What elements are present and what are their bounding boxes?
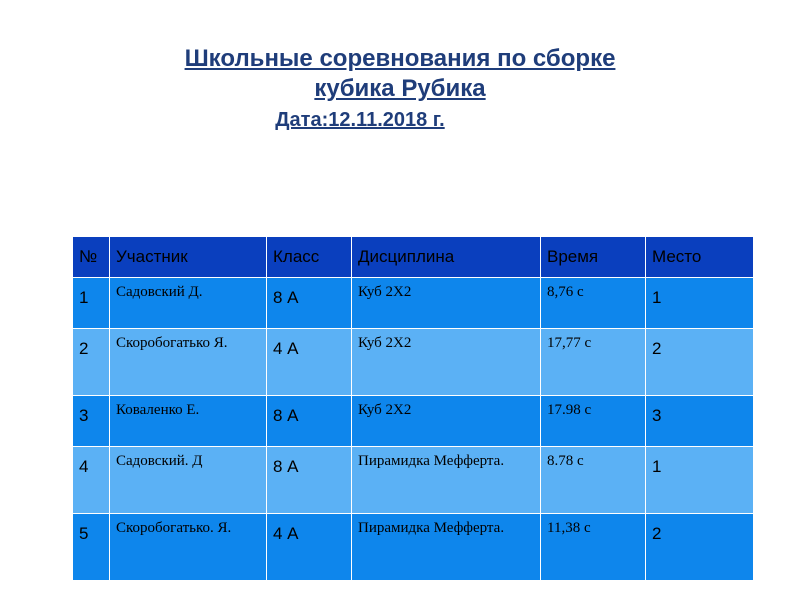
table-row — [73, 514, 754, 581]
cell-place: 2 — [646, 329, 754, 396]
cell-time: 17,77 с — [541, 329, 646, 396]
cell-discipline: Куб 2Х2 — [352, 396, 541, 447]
cell-participant: Садовский. Д — [110, 447, 267, 514]
cell-participant: Скоробогатько Я. — [110, 329, 267, 396]
table-header-row — [73, 237, 754, 278]
cell-place: 1 — [646, 278, 754, 329]
cell-discipline: Пирамидка Мефферта. — [352, 514, 541, 581]
table-row — [73, 329, 754, 396]
cell-number: 3 — [73, 396, 110, 447]
cell-number: 4 — [73, 447, 110, 514]
header-time: Время — [541, 237, 646, 278]
header-participant: Участник — [110, 237, 267, 278]
cell-discipline: Пирамидка Мефферта. — [352, 447, 541, 514]
cell-discipline: Куб 2Х2 — [352, 329, 541, 396]
title-line-1: Школьные соревнования по сборке — [184, 45, 616, 72]
cell-number: 2 — [73, 329, 110, 396]
cell-time: 8,76 с — [541, 278, 646, 329]
cell-time: 8.78 с — [541, 447, 646, 514]
results-table — [72, 236, 754, 581]
cell-class: 8 А — [267, 396, 352, 447]
competition-date: Дата:12.11.2018 г. — [275, 109, 445, 131]
cell-participant: Коваленко Е. — [110, 396, 267, 447]
title-line-2: кубика Рубика — [314, 75, 486, 102]
cell-number: 5 — [73, 514, 110, 581]
cell-participant: Садовский Д. — [110, 278, 267, 329]
header-number: № — [73, 237, 110, 278]
cell-class: 8 А — [267, 447, 352, 514]
cell-place: 2 — [646, 514, 754, 581]
cell-class: 4 А — [267, 514, 352, 581]
cell-discipline: Куб 2Х2 — [352, 278, 541, 329]
cell-place: 1 — [646, 447, 754, 514]
cell-time: 11,38 с — [541, 514, 646, 581]
table-row — [73, 447, 754, 514]
cell-class: 4 А — [267, 329, 352, 396]
cell-place: 3 — [646, 396, 754, 447]
table-row — [73, 396, 754, 447]
table-row — [73, 278, 754, 329]
slide-title — [0, 44, 800, 136]
cell-participant: Скоробогатько. Я. — [110, 514, 267, 581]
header-discipline: Дисциплина — [352, 237, 541, 278]
header-class: Класс — [267, 237, 352, 278]
cell-number: 1 — [73, 278, 110, 329]
header-place: Место — [646, 237, 754, 278]
cell-time: 17.98 с — [541, 396, 646, 447]
cell-class: 8 А — [267, 278, 352, 329]
